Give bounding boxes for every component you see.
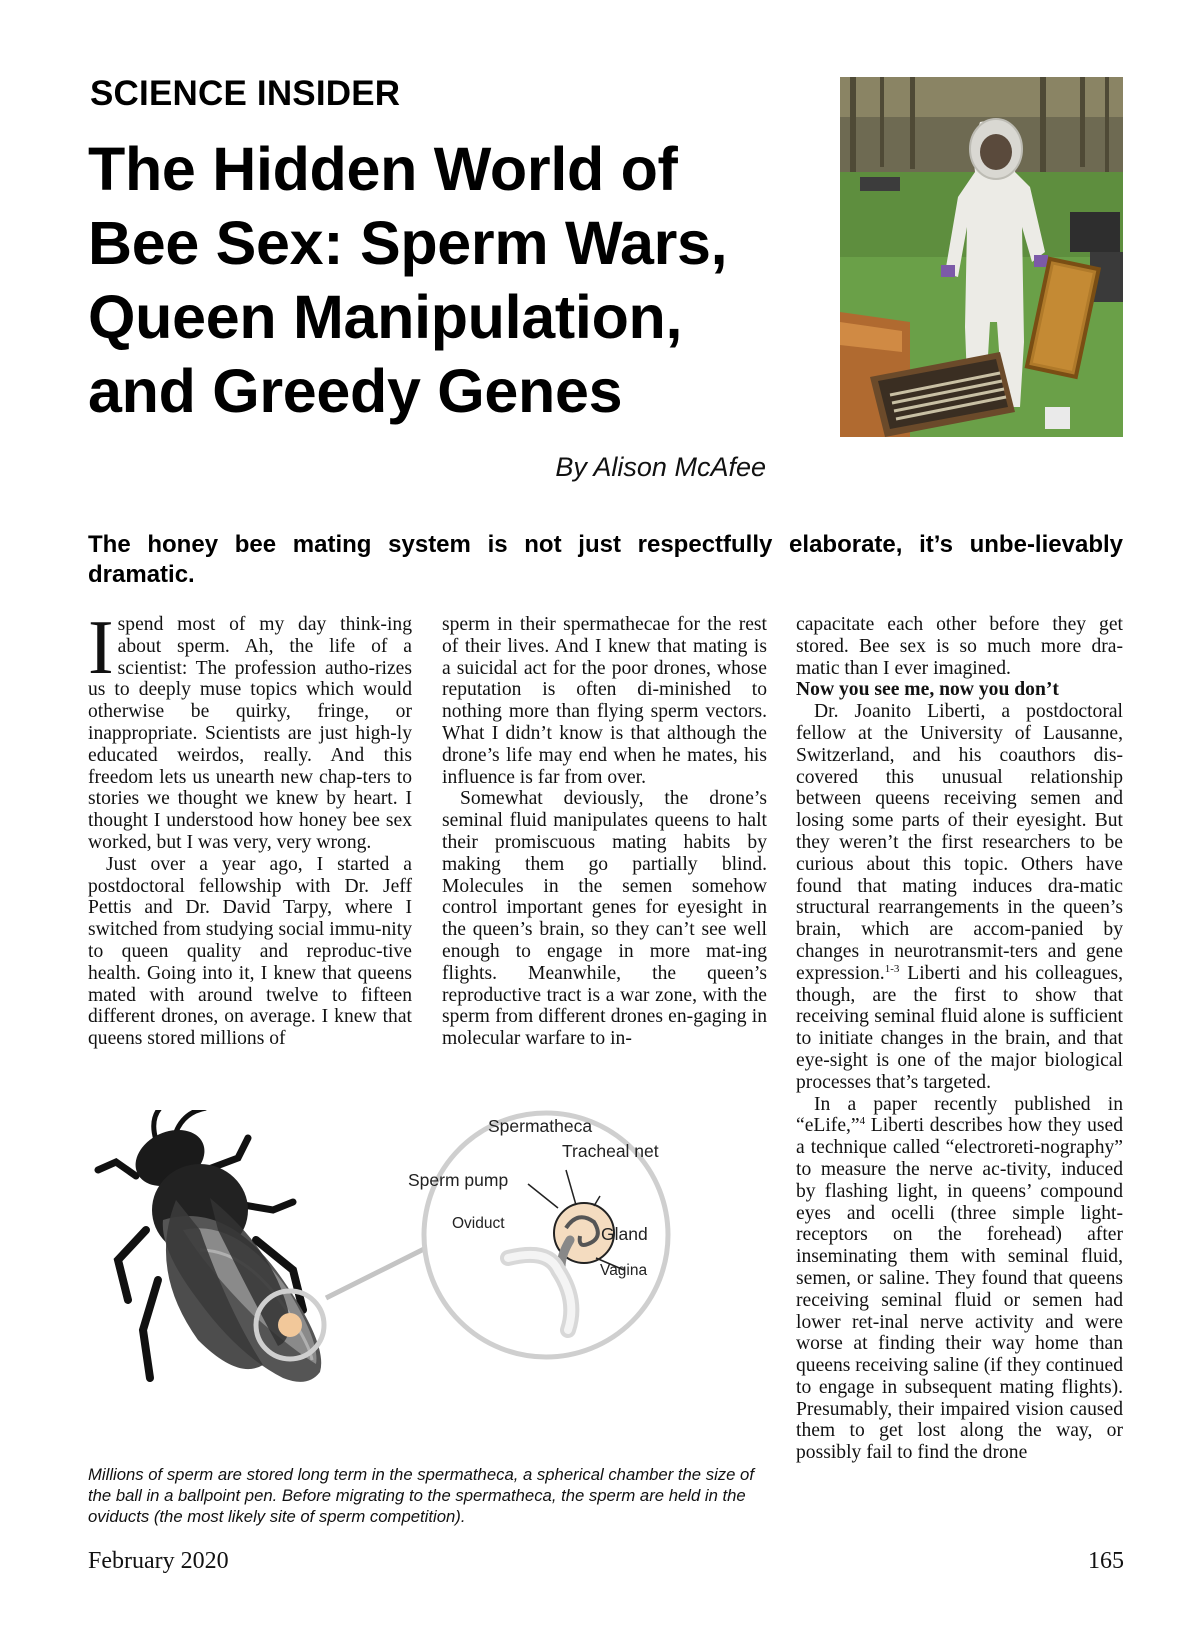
- issue-date: February 2020: [88, 1548, 229, 1574]
- title-line: and Greedy Genes: [88, 357, 623, 425]
- citation-superscript: 1-3: [884, 962, 900, 975]
- section-label: SCIENCE INSIDER: [90, 74, 401, 113]
- page-number: 165: [1088, 1548, 1124, 1574]
- paragraph: [796, 701, 1123, 1093]
- label-vagina: Vagina: [600, 1262, 648, 1279]
- subheading: Now you see me, now you don’t: [796, 679, 1059, 701]
- beekeeper-photo: [840, 77, 1123, 437]
- paragraph: [796, 1094, 1123, 1465]
- paragraph-text: spend most of my day think-ing about sperm. Ah, the life of a scientist: The profession autho-rizes us to deeply muse topics which would otherwise be quirky, fringe, or inappropriate. Scientists are just high-ly educated weirdos, really. And this freedom lets us unearth new chap-ters to stories we thought we knew by heart. I thought I understood how honey bee sex worked, but I was very, very wrong.: [88, 614, 412, 853]
- title-line: Queen Manipulation,: [88, 283, 683, 351]
- paragraph-text: Liberti and his colleagues, though, are the first to show that receiving seminal fluid alone is sufficient to initiate changes in the brain, and that eye-sight is one of the major biological processes that’s targeted.: [796, 962, 1123, 1093]
- title-line: The Hidden World of: [88, 135, 678, 203]
- paragraph-text: Liberti describes how they used a technique called “electroreti-nography” to measure the nerve ac-tivity, induced by flashing light, in queens’ compound eyes and ocelli (three simple light-receptors on the forehead) after inseminating them with seminal fluid, semen, or saline. They found that queens receiving seminal fluid or semen had lower ret-inal nerve activity and were worse at finding their way home than queens receiving saline (if they continued to engage in subsequent mating flights). Presumably, their impaired vision caused them to get lost along the way, or possibly fail to find the drone: [796, 1115, 1123, 1464]
- queen-bee-anatomy-figure: [88, 1110, 773, 1450]
- title-line: Bee Sex: Sperm Wars,: [88, 209, 728, 277]
- article-deck: The honey bee mating system is not just respectfully elaborate, it’s unbe-lievably dramatic.: [88, 531, 1123, 588]
- paragraph: Somewhat deviously, the drone’s seminal fluid manipulates queens to halt their promiscuous mating habits by making them go partially blind. Molecules in the semen somehow control important genes for eyesight in the queen’s brain, so they can’t see well enough to engage in more mat-ing flights. Meanwhile, the queen’s reproductive tract is a war zone, with the sperm from different drones en-gaging in molecular warfare to in-: [442, 788, 767, 1050]
- zoom-connector: [326, 1248, 426, 1298]
- drop-cap: I: [88, 604, 114, 690]
- citation-superscript: 4: [859, 1115, 866, 1128]
- paragraph: [88, 604, 412, 854]
- label-sperm-pump: Sperm pump: [408, 1170, 509, 1190]
- figure-caption: Millions of sperm are stored long term in the spermatheca, a spherical chamber the size of the ball in a ballpoint pen. Before migrating to the spermatheca, the sperm are held in the oviducts (the most likely site of sperm competition).: [88, 1465, 754, 1526]
- paragraph: sperm in their spermathecae for the rest of their lives. And I knew that mating is a suicidal act for the poor drones, whose reputation is often di-minished to nothing more than flying sperm vectors. What I didn’t know is that although the drone’s life may end when he mates, his influence is far from over.: [442, 614, 767, 788]
- byline: By Alison McAfee: [555, 452, 766, 482]
- paragraph: capacitate each other before they get stored. Bee sex is so much more dra-matic than I ever imagined.: [796, 614, 1123, 679]
- text-column-1: [88, 604, 412, 1050]
- text-column-2: [442, 614, 767, 1050]
- label-spermatheca: Spermatheca: [488, 1116, 593, 1136]
- label-gland: Gland: [601, 1224, 648, 1244]
- queen-bee-illustration: [98, 1110, 324, 1382]
- article-title: [88, 132, 788, 428]
- label-tracheal-net: Tracheal net: [562, 1141, 659, 1161]
- label-oviduct: Oviduct: [452, 1215, 505, 1232]
- paragraph: Just over a year ago, I started a postdoctoral fellowship with Dr. Jeff Pettis and Dr. David Tarpy, where I switched from studying social immu-nity to queen quality and reproduc-tive health. Going into it, I knew that queens mated with around twelve to fifteen different drones, on average. I knew that queens stored millions of: [88, 853, 412, 1050]
- paragraph-text: In a paper recently published in “eLife,”: [796, 1093, 1123, 1137]
- paragraph-text: Dr. Joanito Liberti, a postdoctoral fellow at the University of Lausanne, Switzerland, and his coauthors dis-covered this unusual relationship between queens receiving semen and losing some parts of their eyesight. But they weren’t the first researchers to be curious about this topic. Others have found that mating induces dra-matic structural rearrangements in the queen’s brain, which are accom-panied by changes in neurotransmit-ters and gene expression.: [796, 701, 1123, 984]
- text-column-3: [796, 614, 1123, 1464]
